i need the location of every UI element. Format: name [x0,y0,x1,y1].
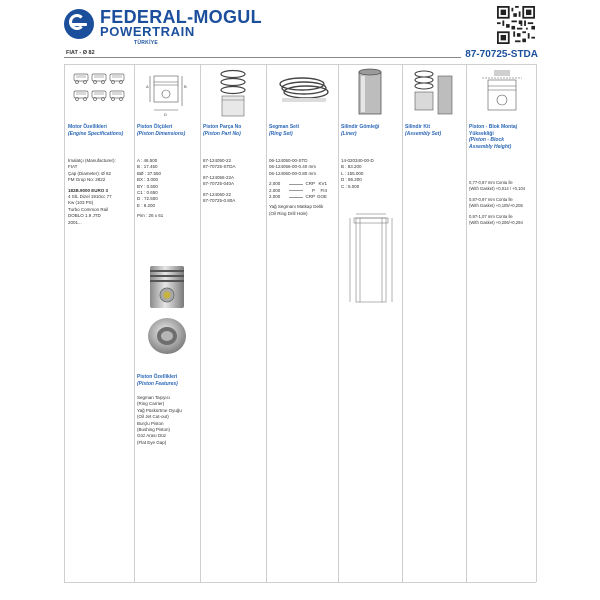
ring-set-text: 06-124050-00-STD 06-124056-00-0.40 mm 06-124060-00-0.80 mm 2.000 CRP KV1 2.000 P FI4 2.000 CRP GOE Yağ Segmanı Matkap Delik (Oil Ring Drill Hole) [269,158,327,216]
federal-mogul-logo-icon [64,9,94,39]
column-separator [200,64,201,582]
piston-part-no-text: 87-124050-22 87-70725-STDA 87-124056-22A 87-70725-040A 87-124060-22 87-70725-0.80A [203,158,236,203]
piston-block-height-drawing [476,66,528,118]
part-number-title: 87-70725-STDA [461,49,538,60]
country-label: TÜRKİYE [134,40,159,46]
assembly-set-heading: Silindir Kit (Assembly Set) [405,124,442,137]
svg-text:D: D [164,112,167,117]
column-separator [134,64,135,582]
vehicle-label: FIAT - Ø 82 [66,50,98,56]
piston-dimensions-heading: Piston Ölçüleri (Piston Dimensions) [137,124,186,137]
piston-features-heading: Piston Özellikleri (Piston Features) [137,374,178,387]
ring-row: 2.000 CRP KV1 [269,181,327,187]
engine-specs-heading: Motor Özellikleri (Engine Specifications) [68,124,124,137]
assembly-set-image [410,66,458,118]
piston-photo-top [144,314,190,358]
piston-dimensions-text: A : 46.500 B : 17.450 BØ : 37.550 BX : 3.000 BY : 0.500 C1 : 0.650 D : 72.500 E : 8.200 Pim : 26 x 61 [137,158,164,219]
piston-features-text: Segman Taşıyıcı (Ring Carrier) Yağ Püskürtme Oyuğu (Oil Jet Cut-out) Burçlu Piston (Bushing Piston) Göz Arası Düz (Flat Eye Gap) [137,395,182,445]
column-separator [338,64,339,582]
column-separator [466,64,467,582]
piston-rings-drawing [210,66,256,118]
assembly-height-heading: Piston - Blok Montaj Yüksekliği (Piston - Block Assembly Height) [469,124,518,150]
piston-part-no-heading: Piston Parça No (Piston Part No) [203,124,242,137]
ring-set-image [272,66,334,118]
column-separator [64,64,65,582]
column-separator [266,64,267,582]
qr-code-icon [497,6,535,44]
column-separator [536,64,537,582]
liner-heading: Silindir Gömleği (Liner) [341,124,380,137]
brand-sub: POWERTRAIN [100,24,195,39]
svg-text:A: A [146,84,149,89]
liner-image [348,66,392,118]
column-separator [402,64,403,582]
piston-dimensions-drawing [140,66,196,118]
brand-name: FEDERAL-MOGUL [100,7,262,27]
table-frame-bottom [64,582,536,583]
vehicle-icons-image [70,66,130,118]
svg-text:B: B [184,84,187,89]
ring-row: 2.000 P FI4 [269,187,327,193]
engine-specs-text: İmalatçı (Manufacturer): FIAT Çap (Diameter): Ø 82 FM Grup No: 2822 182B.9000 EURO 3 4 SİL Dizel 1910cc 77 Kw (103 PS) Turbo Common Rail DOBLO 1.9 JTD 2001... [68,158,116,225]
ring-set-heading: Segman Seti (Ring Set) [269,124,300,137]
liner-dimension-drawing [344,212,398,306]
ring-row: 2.000 CRP GOE [269,193,327,199]
assembly-height-text: 0,77-0,87 mm Conta İle (With Gasket) +0,014 / +0,104 0,87-0,97 mm Conta İle (With Gasket) +0,105/+0,205 0,97-1,07 mm Conta İle (With Gasket) +0,206/+0,294 [469,180,526,225]
piston-photo-side [144,262,190,312]
liner-text: 14-020340-00-D B : 83.200 L : 155.000 D : 86.200 C : 5.000 [341,158,374,189]
